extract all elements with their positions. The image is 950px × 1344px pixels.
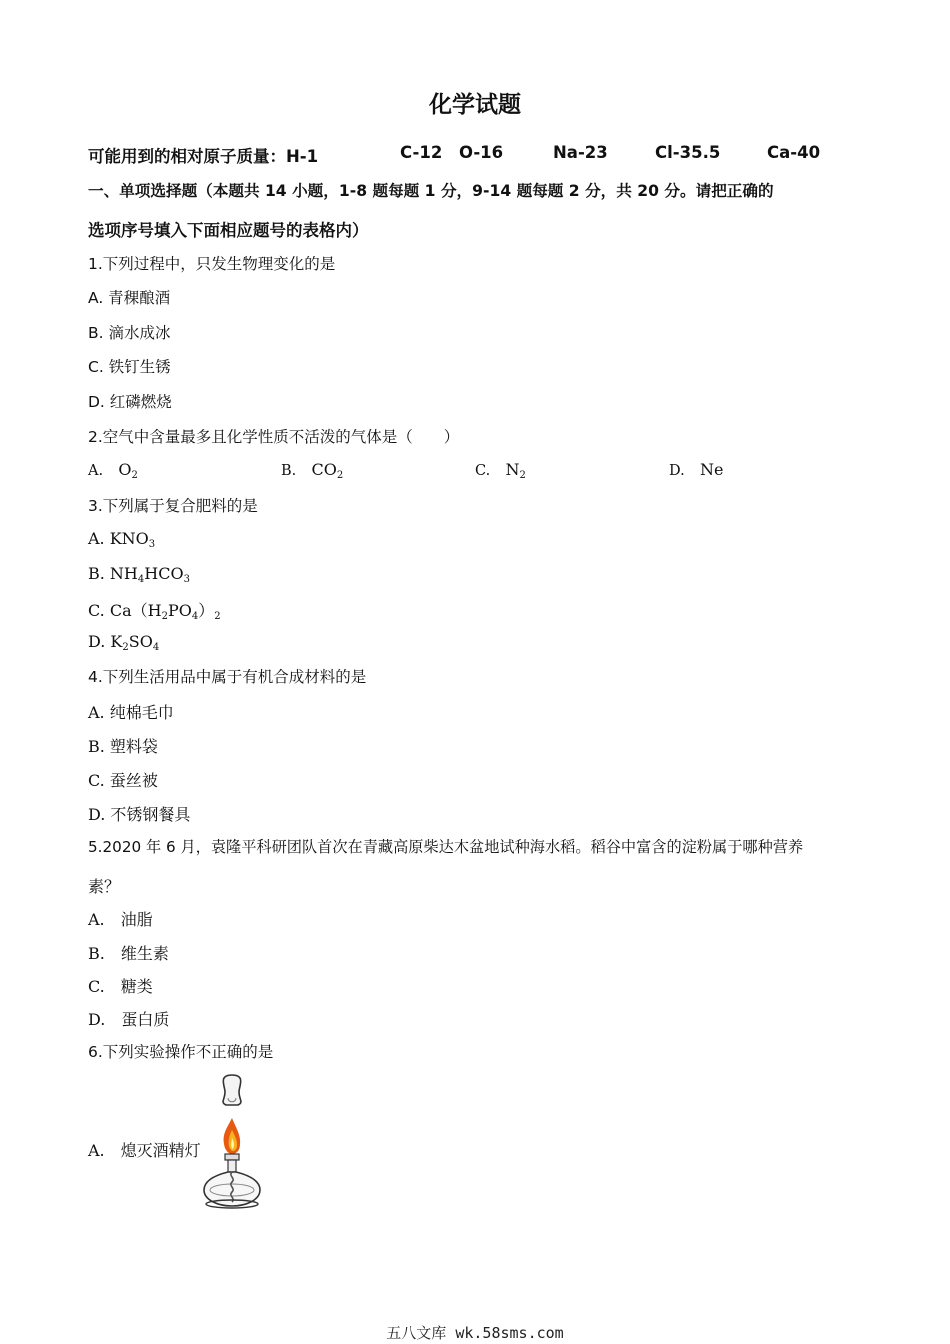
- mass-ca: Ca-40: [767, 143, 821, 162]
- q5-option-d: D. 蛋白质: [88, 1010, 170, 1029]
- q5-stem-line1: 5.2020 年 6 月，袁隆平科研团队首次在青藏高原柴达木盆地试种海水稻。稻谷中富含的淀粉属于哪种营养: [88, 838, 804, 856]
- footer-watermark: 五八文库 wk.58sms.com: [386, 1324, 564, 1342]
- q2-option-b: B. $CO_2$: [281, 460, 344, 481]
- q3-option-c: C. $Ca(H_2PO_4)_2$: [88, 601, 221, 622]
- q1-option-c: C. 铁钉生锈: [88, 358, 171, 376]
- q4-option-d: D. 不锈钢餐具: [88, 805, 191, 824]
- q4-stem: 4.下列生活用品中属于有机合成材料的是: [88, 668, 367, 686]
- q1-stem: 1.下列过程中，只发生物理变化的是: [88, 255, 336, 273]
- q5-option-c: C. 糖类: [88, 977, 153, 996]
- q2-option-d: D. Ne: [669, 460, 724, 479]
- atomic-masses-label: 可能用到的相对原子质量：H-1: [88, 147, 319, 166]
- q4-option-c: C. 蚕丝被: [88, 771, 158, 790]
- q1-option-b: B. 滴水成冰: [88, 324, 171, 342]
- page-title: 化学试题: [429, 92, 521, 118]
- mass-na: Na-23: [553, 143, 608, 162]
- q3-option-a: A. $KNO_3$: [88, 529, 156, 550]
- q2-stem: 2.空气中含量最多且化学性质不活泼的气体是（ ）: [88, 428, 460, 446]
- q2-option-a: A. $O_2$: [88, 460, 138, 481]
- mass-c: C-12: [400, 143, 443, 162]
- q3-option-d: D. $K_2SO_4$: [88, 632, 160, 653]
- q4-option-b: B. 塑料袋: [88, 737, 158, 756]
- alcohol-lamp-icon: [198, 1072, 266, 1212]
- q2-option-c: C. $N_2$: [475, 460, 526, 481]
- q3-option-b: B. $NH_4HCO_3$: [88, 564, 190, 585]
- section1-heading-line2: 选项序号填入下面相应题号的表格内）: [88, 221, 369, 240]
- q5-option-b: B. 维生素: [88, 944, 169, 963]
- q5-option-a: A. 油脂: [88, 910, 153, 929]
- atomic-masses-line: [88, 143, 868, 165]
- q6-option-a: A. 熄灭酒精灯: [88, 1141, 201, 1160]
- section1-heading-line1: 一、单项选择题（本题共 14 小题，1-8 题每题 1 分，9-14 题每题 2 分，共 20 分。请把正确的: [88, 182, 774, 200]
- q3-stem: 3.下列属于复合肥料的是: [88, 497, 258, 515]
- q1-option-d: D. 红磷燃烧: [88, 393, 172, 411]
- q4-option-a: A. 纯棉毛巾: [88, 703, 174, 722]
- q1-option-a: A. 青稞酿酒: [88, 289, 171, 307]
- mass-o: O-16: [459, 143, 504, 162]
- alcohol-lamp-illustration: [198, 1072, 266, 1212]
- mass-cl: Cl-35.5: [655, 143, 721, 162]
- q5-stem-line2: 素？: [88, 877, 121, 896]
- q6-stem: 6.下列实验操作不正确的是: [88, 1043, 274, 1061]
- q2-options: [88, 460, 868, 482]
